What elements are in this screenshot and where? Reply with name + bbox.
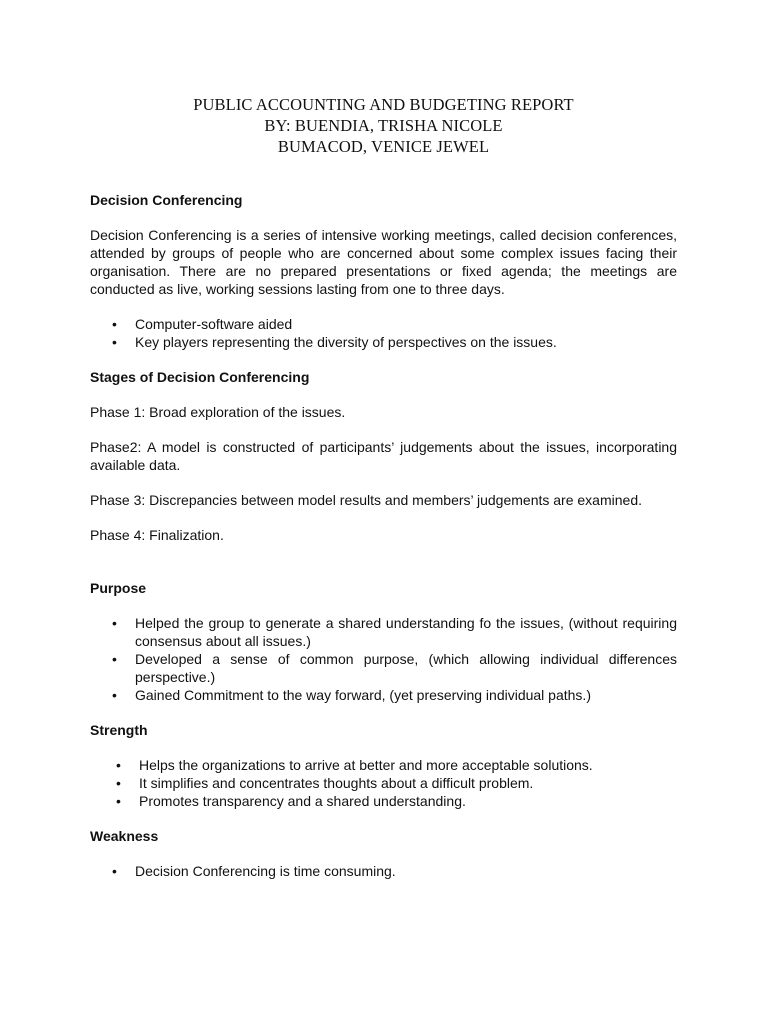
phase-1-paragraph: Phase 1: Broad exploration of the issues. [90,404,346,420]
section-heading-decision-conferencing: Decision Conferencing [90,192,243,208]
decision-conferencing-bullets [90,315,677,351]
bullet-icon: • [112,615,117,631]
list-item [90,756,677,774]
list-item-text: Helps the organizations to arrive at better and more acceptable solutions. [139,757,593,773]
bullet-icon: • [116,775,121,791]
section-heading-weakness: Weakness [90,828,159,844]
section-heading-stages: Stages of Decision Conferencing [90,369,310,385]
bullet-icon: • [112,687,117,703]
list-item [90,862,677,880]
list-item-text: It simplifies and concentrates thoughts about a difficult problem. [139,775,534,791]
weakness-bullets [90,862,677,880]
list-item [90,333,677,351]
bullet-icon: • [112,334,117,350]
list-item-text: Gained Commitment to the way forward, (yet preserving individual paths.) [135,687,591,703]
bullet-icon: • [116,793,121,809]
bullet-icon: • [112,651,117,667]
section-heading-strength: Strength [90,722,148,738]
phase-4-paragraph: Phase 4: Finalization. [90,527,224,543]
list-item-text: Key players representing the diversity of perspectives on the issues. [135,334,557,350]
report-title [90,94,677,157]
phase-3-paragraph: Phase 3: Discrepancies between model results and members’ judgements are examined. [90,492,642,508]
document-page [90,94,677,897]
decision-conferencing-paragraph: Decision Conferencing is a series of intensive working meetings, called decision conferences, attended by groups of people who are concerned about some complex issues facing their organisation. There are no prepared presentations or fixed agenda; the meetings are conducted as live, working sessions lasting from one to three days. [90,227,677,297]
list-item [90,792,677,810]
list-item-text: Helped the group to generate a shared understanding fo the issues, (without requiring consensus about all issues.) [135,615,677,649]
list-item-text: Computer-software aided [135,316,293,332]
list-item-text: Developed a sense of common purpose, (which allowing individual differences perspective.) [135,651,677,685]
bullet-icon: • [112,316,117,332]
section-heading-purpose: Purpose [90,580,147,596]
list-item-text: Decision Conferencing is time consuming. [135,863,396,879]
bullet-icon: • [112,863,117,879]
list-item [90,315,677,333]
report-title-line-2: BY: BUENDIA, TRISHA NICOLE [264,116,503,135]
list-item [90,650,677,686]
report-title-line-3: BUMACOD, VENICE JEWEL [277,137,490,156]
list-item-text: Promotes transparency and a shared understanding. [139,793,466,809]
bullet-icon: • [116,757,121,773]
list-item [90,686,677,704]
report-title-line-1: PUBLIC ACCOUNTING AND BUDGETING REPORT [193,95,574,114]
list-item [90,774,677,792]
phase-2-paragraph: Phase2: A model is constructed of participants’ judgements about the issues, incorporating available data. [90,439,677,473]
strength-bullets [90,756,677,810]
list-item [90,614,677,650]
purpose-bullets [90,614,677,704]
